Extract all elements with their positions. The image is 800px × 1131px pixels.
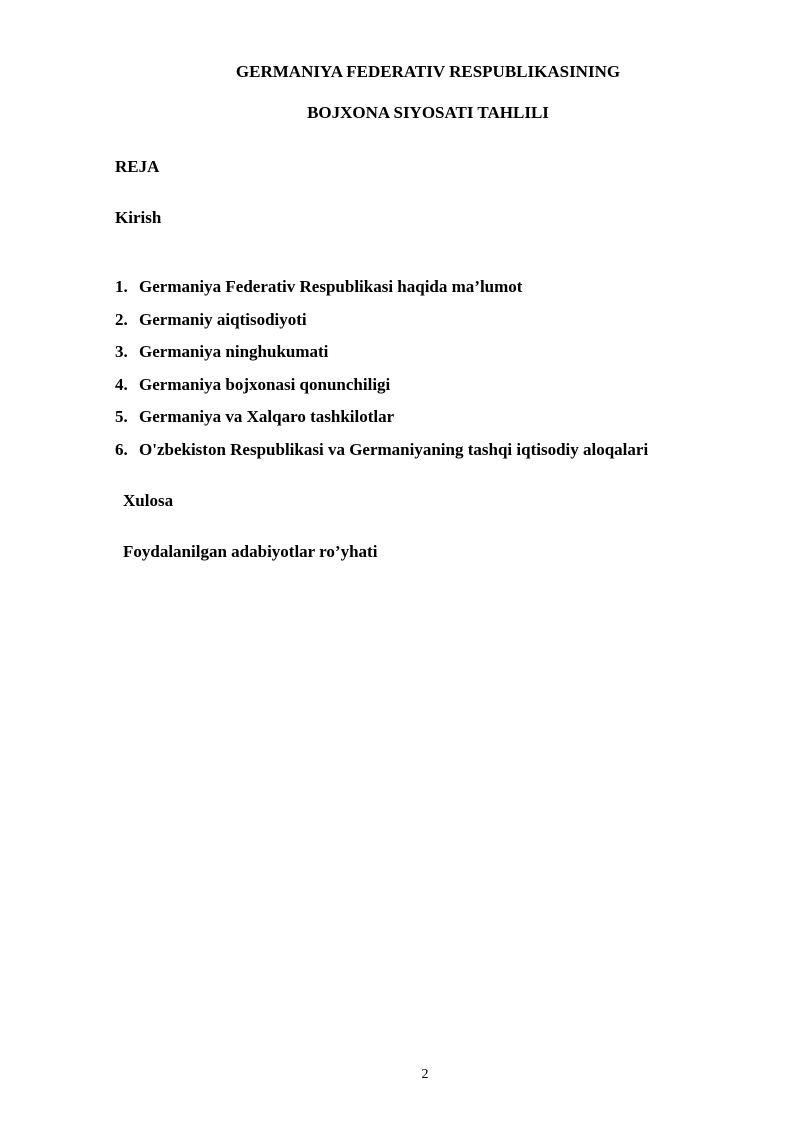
- plan-item-text: Germaniya ninghukumati: [139, 342, 329, 361]
- plan-item-6: [115, 440, 648, 473]
- plan-item-text: O'zbekiston Respublikasi va Germaniyaning tashqi iqtisodiy aloqalari: [139, 439, 649, 459]
- plan-item-number: 4.: [115, 374, 128, 394]
- plan-item-text: Germaniy aiqtisodiyoti: [139, 309, 307, 329]
- plan-item-number: 3.: [115, 342, 128, 361]
- plan-item-5: [115, 407, 648, 440]
- page-number: 2: [421, 1067, 429, 1082]
- document-title-line-2: BOJXONA SIYOSATI TAHLILI: [307, 103, 549, 122]
- plan-item-4: [115, 375, 648, 408]
- plan-heading: REJA: [115, 157, 160, 176]
- conclusion-heading: Xulosa: [123, 491, 174, 510]
- plan-item-number: 1.: [115, 277, 128, 296]
- plan-item-text: Germaniya Federativ Respublikasi haqida ma’lumot: [139, 277, 523, 296]
- plan-item-text: Germaniya va Xalqaro tashkilotlar: [139, 407, 395, 426]
- plan-item-2: [115, 310, 648, 343]
- plan-item-number: 6.: [115, 439, 128, 459]
- plan-item-number: 5.: [115, 407, 128, 426]
- plan-item-1: [115, 277, 648, 310]
- document-title-line-1: GERMANIYA FEDERATIV RESPUBLIKASINING: [235, 62, 621, 81]
- intro-heading: Kirish: [115, 208, 162, 227]
- plan-item-number: 2.: [115, 309, 128, 329]
- plan-item-3: [115, 342, 648, 375]
- plan-list: [115, 277, 648, 472]
- references-heading: Foydalanilgan adabiyotlar ro’yhati: [123, 542, 378, 561]
- plan-item-text: Germaniya bojxonasi qonunchiligi: [139, 374, 391, 394]
